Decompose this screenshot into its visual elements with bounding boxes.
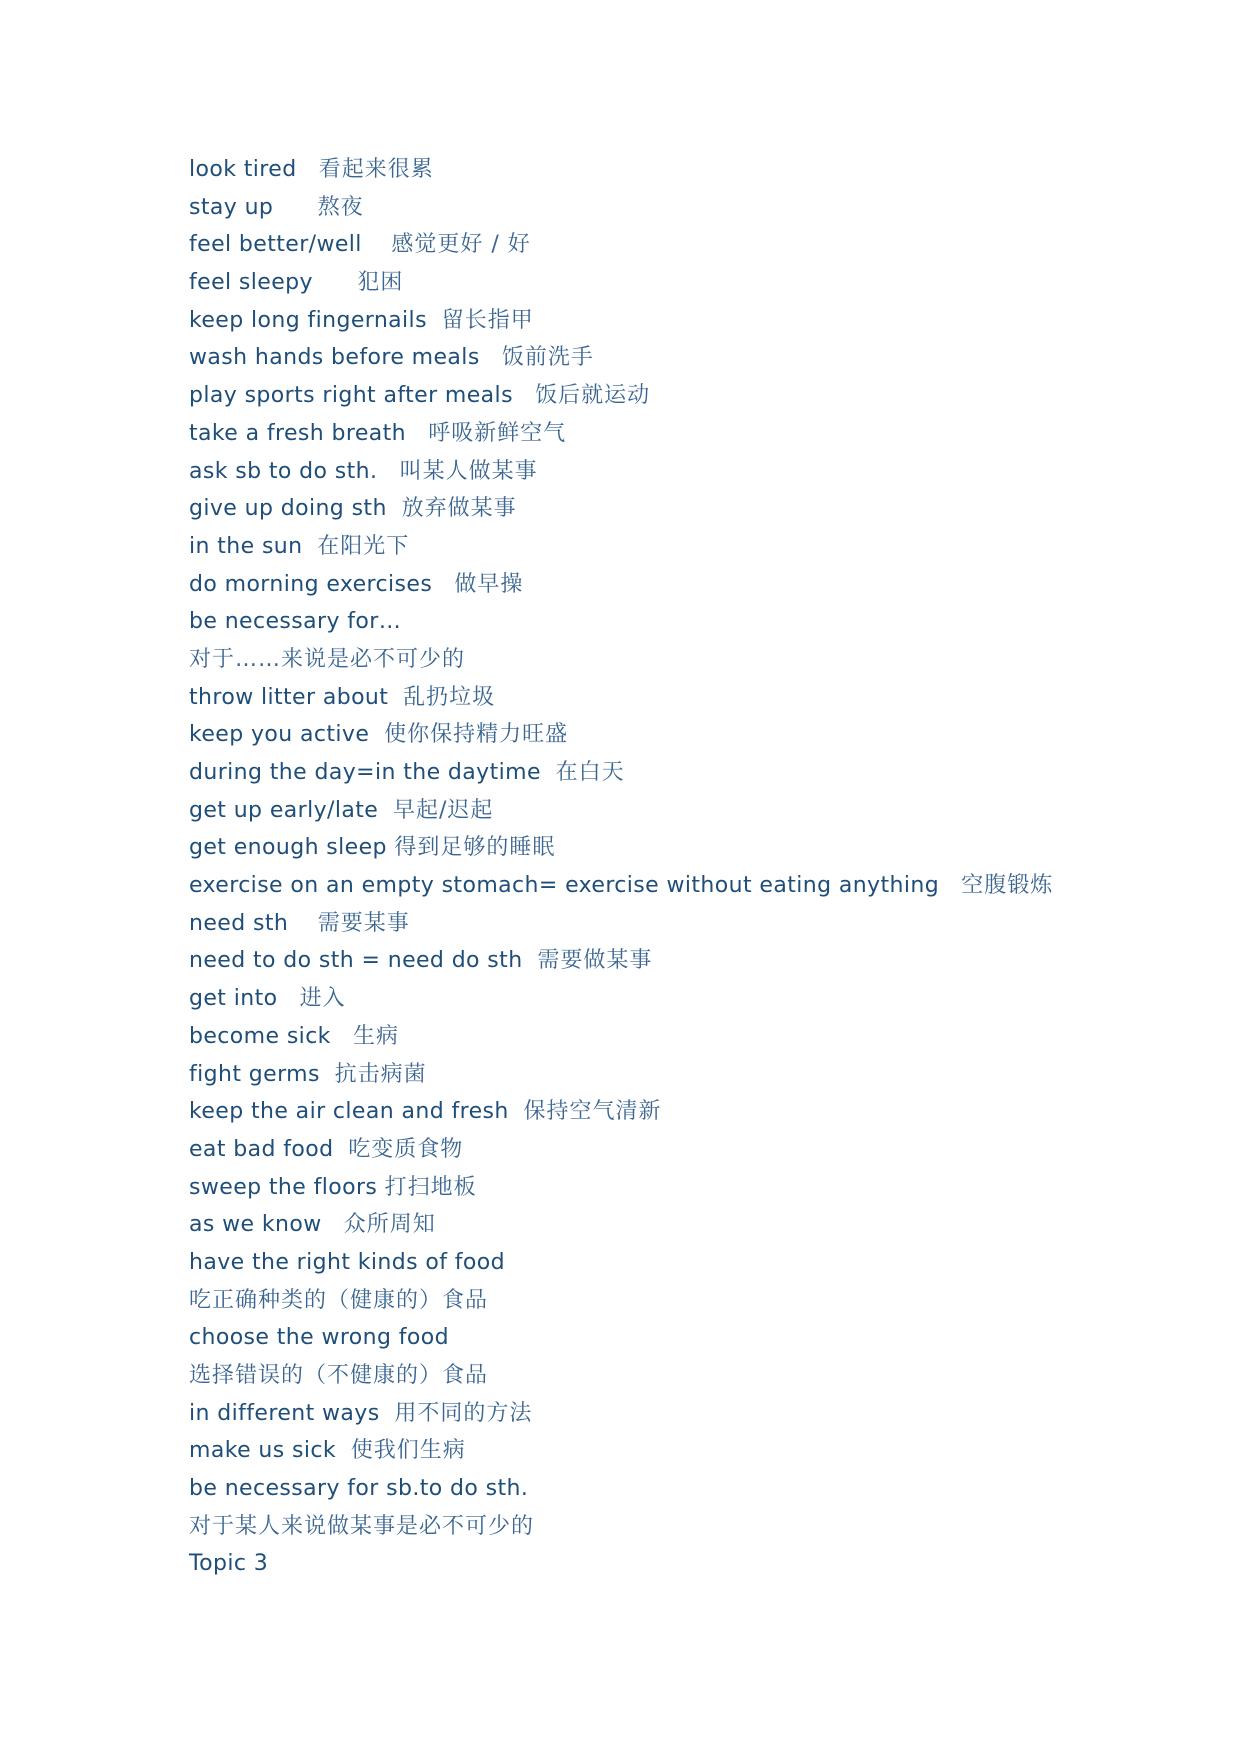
chinese-meaning: 使你保持精力旺盛 xyxy=(384,722,569,748)
english-phrase: exercise on an empty stomach= exercise without eating anything xyxy=(189,873,962,899)
section-heading xyxy=(189,1545,1169,1583)
list-item xyxy=(189,942,1169,980)
english-phrase: eat bad food xyxy=(189,1136,349,1162)
list-item xyxy=(189,1357,1169,1395)
english-phrase: as we know xyxy=(189,1212,344,1238)
chinese-meaning: 空腹锻炼 xyxy=(961,873,1054,899)
english-phrase: take a fresh breath xyxy=(189,420,429,446)
english-phrase: in different ways xyxy=(189,1400,395,1426)
list-item xyxy=(189,829,1169,867)
chinese-meaning: 吃正确种类的（健康的）食品 xyxy=(189,1287,489,1313)
english-phrase: play sports right after meals xyxy=(189,383,536,409)
english-phrase: Topic 3 xyxy=(189,1551,269,1577)
chinese-meaning: 生病 xyxy=(353,1023,400,1049)
chinese-meaning: 在阳光下 xyxy=(317,533,410,559)
chinese-meaning: 留长指甲 xyxy=(441,307,534,333)
chinese-meaning: 犯困 xyxy=(357,270,404,296)
english-phrase: be necessary for sb.to do sth. xyxy=(189,1476,529,1502)
list-item xyxy=(189,302,1169,340)
chinese-meaning: 选择错误的（不健康的）食品 xyxy=(189,1363,489,1388)
list-item xyxy=(189,980,1169,1018)
list-item xyxy=(189,641,1169,679)
english-phrase: ask sb to do sth. xyxy=(189,458,400,484)
list-item xyxy=(189,415,1169,453)
english-phrase: keep long fingernails xyxy=(189,307,442,333)
list-item xyxy=(189,716,1169,754)
chinese-meaning: 打扫地板 xyxy=(384,1174,477,1200)
list-item xyxy=(189,1206,1169,1244)
english-phrase: give up doing sth xyxy=(189,496,402,522)
chinese-meaning: 吃变质食物 xyxy=(348,1136,464,1162)
list-item xyxy=(189,566,1169,604)
chinese-meaning: 进入 xyxy=(299,986,346,1012)
chinese-meaning: 饭后就运动 xyxy=(535,383,651,409)
english-phrase: make us sick xyxy=(189,1438,351,1464)
english-phrase: stay up xyxy=(189,194,318,220)
list-item xyxy=(189,226,1169,264)
list-item xyxy=(189,905,1169,943)
list-item xyxy=(189,377,1169,415)
chinese-meaning: 放弃做某事 xyxy=(401,496,517,522)
chinese-meaning: 需要做某事 xyxy=(537,948,653,974)
vocabulary-list xyxy=(189,151,1169,1583)
list-item xyxy=(189,679,1169,717)
list-item xyxy=(189,1018,1169,1056)
english-phrase: during the day=in the daytime xyxy=(189,760,556,785)
english-phrase: get into xyxy=(189,986,300,1012)
list-item xyxy=(189,453,1169,491)
chinese-meaning: 饭前洗手 xyxy=(501,345,594,371)
chinese-meaning: 众所周知 xyxy=(343,1212,436,1238)
chinese-meaning: 使我们生病 xyxy=(350,1438,466,1464)
chinese-meaning: 呼吸新鲜空气 xyxy=(428,420,567,446)
chinese-meaning: 对于某人来说做某事是必不可少的 xyxy=(189,1513,535,1539)
chinese-meaning: 做早操 xyxy=(454,571,524,597)
list-item xyxy=(189,490,1169,528)
chinese-meaning: 看起来很累 xyxy=(318,157,434,182)
list-item xyxy=(189,1395,1169,1433)
list-item xyxy=(189,1093,1169,1131)
chinese-meaning: 对于……来说是必不可少的 xyxy=(189,646,466,672)
chinese-meaning: 抗击病菌 xyxy=(334,1061,427,1087)
chinese-meaning: 叫某人做某事 xyxy=(399,458,538,484)
list-item xyxy=(189,1319,1169,1357)
english-phrase: wash hands before meals xyxy=(189,345,502,371)
english-phrase: keep you active xyxy=(189,722,385,748)
chinese-meaning: 保持空气清新 xyxy=(523,1099,662,1125)
english-phrase: throw litter about xyxy=(189,684,404,710)
english-phrase: in the sun xyxy=(189,533,318,559)
list-item xyxy=(189,1244,1169,1282)
list-item xyxy=(189,1432,1169,1470)
english-phrase: look tired xyxy=(189,157,319,182)
list-item xyxy=(189,1056,1169,1094)
english-phrase: have the right kinds of food xyxy=(189,1249,505,1275)
english-phrase: choose the wrong food xyxy=(189,1325,449,1351)
list-item xyxy=(189,1282,1169,1320)
english-phrase: do morning exercises xyxy=(189,571,455,597)
list-item xyxy=(189,339,1169,377)
list-item xyxy=(189,1470,1169,1508)
english-phrase: need to do sth = need do sth xyxy=(189,948,538,974)
english-phrase: feel sleepy xyxy=(189,270,358,296)
list-item xyxy=(189,792,1169,830)
english-phrase: get enough sleep xyxy=(189,835,395,861)
chinese-meaning: 用不同的方法 xyxy=(394,1400,533,1426)
list-item xyxy=(189,603,1169,641)
list-item xyxy=(189,1508,1169,1546)
chinese-meaning: 感觉更好 / 好 xyxy=(391,232,531,258)
list-item xyxy=(189,264,1169,302)
english-phrase: be necessary for… xyxy=(189,609,402,635)
chinese-meaning: 需要某事 xyxy=(317,910,410,936)
english-phrase: feel better/well xyxy=(189,232,392,258)
chinese-meaning: 在白天 xyxy=(555,760,625,785)
chinese-meaning: 得到足够的睡眠 xyxy=(394,835,556,861)
list-item xyxy=(189,867,1169,905)
english-phrase: get up early/late xyxy=(189,797,393,823)
english-phrase: keep the air clean and fresh xyxy=(189,1099,524,1125)
list-item xyxy=(189,189,1169,227)
english-phrase: sweep the floors xyxy=(189,1174,385,1200)
english-phrase: fight germs xyxy=(189,1061,335,1087)
list-item xyxy=(189,754,1169,792)
english-phrase: become sick xyxy=(189,1023,354,1049)
chinese-meaning: 早起/迟起 xyxy=(392,797,494,823)
chinese-meaning: 乱扔垃圾 xyxy=(403,684,496,710)
chinese-meaning: 熬夜 xyxy=(317,194,364,220)
list-item xyxy=(189,1131,1169,1169)
list-item xyxy=(189,151,1169,189)
list-item xyxy=(189,528,1169,566)
list-item xyxy=(189,1169,1169,1207)
english-phrase: need sth xyxy=(189,910,318,936)
